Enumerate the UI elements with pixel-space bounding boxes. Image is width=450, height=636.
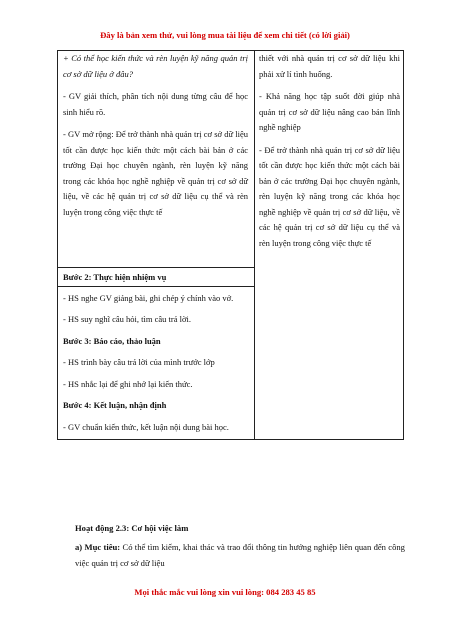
lesson-table (57, 50, 404, 440)
activity-title: Hoạt động 2.3: Cơ hội việc làm (75, 523, 189, 533)
step3-item: - HS trình bày câu trả lời của mình trước lớp (63, 357, 215, 367)
outcome-text: - Khả năng học tập suốt đời giúp nhà quản trị cơ sở dữ liệu nâng cao bản lĩnh nghề nghiệp (259, 91, 400, 132)
step4-item: - GV chuẩn kiến thức, kết luận nội dung bài học. (63, 421, 229, 432)
step2-item: - HS nghe GV giảng bài, ghi chép ý chính vào vở. (63, 292, 234, 303)
step4-title: Bước 4: Kết luận, nhận định (63, 400, 167, 410)
teacher-activity-column (58, 51, 255, 440)
question-text: + Có thể học kiến thức và rèn luyện kỹ năng quản trị cơ sở dữ liệu ở đâu? (63, 53, 248, 79)
outcome-text: thiết với nhà quản trị cơ sở dữ liệu khi phải xử lí tình huống. (259, 53, 400, 79)
explain-text: - GV giải thích, phân tích nội dung từng câu để học sinh hiểu rõ. (63, 91, 248, 117)
student-outcome-column (255, 51, 404, 440)
objective-paragraph (75, 539, 405, 571)
step3-title: Bước 3: Báo cáo, thảo luận (63, 335, 161, 346)
table-row (58, 51, 404, 440)
outcome-text: - Để trở thành nhà quản trị cơ sở dữ liệu tốt cần được học kiến thức một cách bài bản ở các trường Đại học chuyên ngành, rèn luyện kỹ năng trong các khóa học nghề nghiệp về quản trị cơ sở dữ liệu, về các hệ quản trị cơ sở dữ liệu cụ thể và rèn luyện trong công việc thực tế (259, 144, 400, 248)
contact-banner: Mọi thắc mắc vui lòng xin vui lòng: 084 283 45 85 (134, 587, 316, 597)
step3-item: - HS nhắc lại để ghi nhớ lại kiến thức. (63, 378, 193, 389)
objective-text: Có thể tìm kiếm, khai thác và trao đổi thông tin hướng nghiệp liên quan đến công việc quản trị cơ sở dữ liệu (75, 542, 405, 568)
step2-item: - HS suy nghĩ câu hỏi, tìm câu trả lời. (63, 314, 191, 324)
preview-banner: Đây là bản xem thử, vui lòng mua tài liệu để xem chi tiết (có lời giải) (100, 30, 350, 40)
expand-text: - GV mở rộng: Để trở thành nhà quản trị cơ sở dữ liệu tốt cần được học kiến thức một cách bài bản ở các trường Đại học chuyên ngành, rèn luyện kỹ năng trong các khóa học nghề nghiệp về quản trị cơ sở dữ liệu, về các hệ quản trị cơ sở dữ liệu cụ thể và rèn luyện trong công việc thực tế (63, 129, 248, 217)
step2-title: Bước 2: Thực hiện nhiệm vụ (63, 272, 167, 282)
objective-label: a) Mục tiêu: (75, 542, 121, 552)
